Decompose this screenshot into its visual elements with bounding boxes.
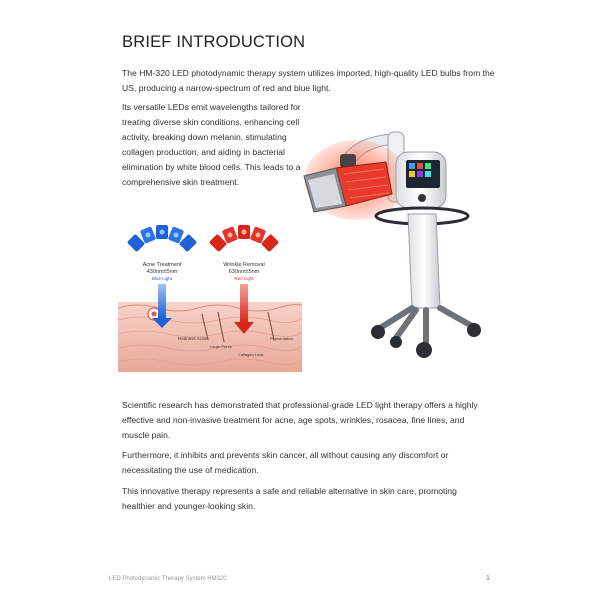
blue-light-label: Blue Light	[151, 276, 173, 281]
acne-treatment-label: Acne Treatment	[142, 262, 182, 268]
wrinkle-removal-label: Wrinkle Removal	[223, 262, 265, 268]
red-led-panel	[209, 225, 279, 252]
acne-wavelength-label: 430nm±5nm	[146, 269, 178, 275]
red-light-label: Red Light	[234, 276, 254, 281]
led-treatment-illustration	[118, 222, 302, 372]
wrinkle-wavelength-label: 630nm±5nm	[228, 269, 260, 275]
research-paragraph: Scientific research has demonstrated that professional-grade LED light therapy offers a highly effective and non-invasive treatment for acne, age spots, wrinkles, rosacea, fine lines, and muscle pain.	[122, 400, 478, 440]
pigmentation-label: Pigmentation	[270, 336, 294, 341]
led-therapy-device-image	[296, 118, 490, 366]
cancer-paragraph: Furthermore, it inhibits and prevents skin cancer, all without causing any discomfort or necessitating the use of medication.	[122, 450, 449, 475]
alternative-paragraph: This innovative therapy represents a safe and reliable alternative in skin care, promoting healthier and younger-looking skin.	[122, 486, 457, 511]
versatile-paragraph: Its versatile LEDs emit wavelengths tailored for treating diverse skin conditions, enhancing cell activity, breaking down melanin, stimulating collagen production, and aiding in bacterial elimination by white blood cells. This leads to a comprehensive skin treatment.	[122, 102, 301, 187]
footer-product-name: LED Photodynamic Therapy System HM320	[109, 576, 227, 582]
large-pores-label: Large Pores	[210, 344, 232, 349]
redness-acne-label: Redness Acne	[178, 336, 208, 341]
page-number: 1	[486, 575, 490, 582]
collagen-loss-label: Collagen Loss	[238, 352, 264, 357]
intro-paragraph: The HM-320 LED photodynamic therapy system utilizes imported, high-quality LED bulbs from the US, producing a narrow-spectrum of red and blue light.	[122, 68, 495, 93]
blue-led-panel	[127, 225, 197, 252]
page-title: BRIEF INTRODUCTION	[122, 33, 306, 51]
